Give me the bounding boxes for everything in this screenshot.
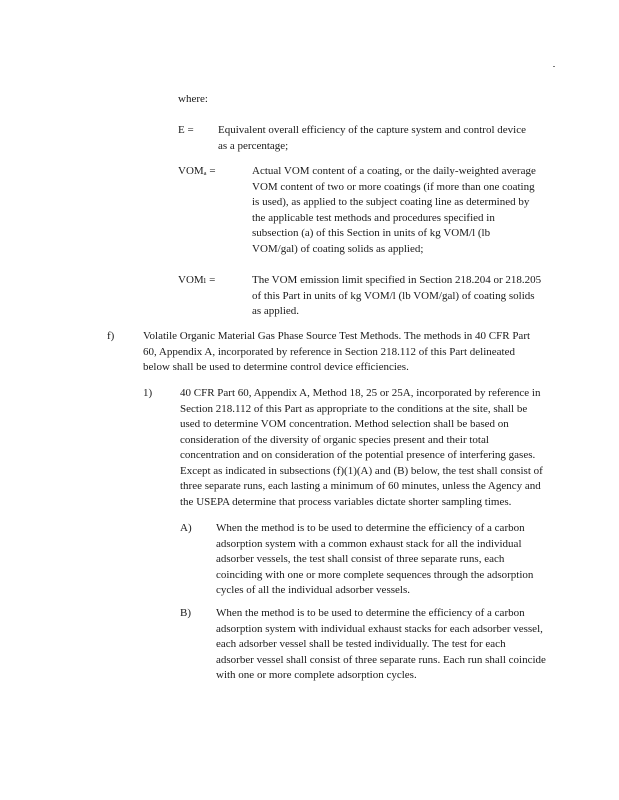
section-text: Volatile Organic Material Gas Phase Source Test Methods. The methods in 40 CFR Part 60, Appendix A, incorporated by reference in Section 218.112 of this Part delineated below shall be used to determine control device efficiencies. (143, 330, 531, 373)
where-label: where: (178, 93, 208, 105)
sub-item-text: When the method is to be used to determine the efficiency of a carbon adsorption system with a common exhaust stack for all the individual adsorber vessels, the test shall consist of three separate runs, each coinciding with one or more complete sequences through the adsorption cycles of all the individual adsorber vessels. (216, 522, 534, 596)
sub-item-label: B) (180, 607, 191, 619)
definition-symbol: VOMₗ = (178, 274, 216, 286)
item-text: 40 CFR Part 60, Appendix A, Method 18, 25 or 25A, incorporated by reference in Section 218.112 of this Part as appropriate to the conditions at the site, shall be used to determine VOM concentration. Method selection shall be based on consideration of the diversity of organic species present and their total concentration and on consideration of the potential presence of interfering gases. Except as indicated in subsections (f)(1)(A) and (B) below, the test shall consist of three separate runs, each lasting a minimum of 60 minutes, unless the Agency and the USEPA determine that process variables dictate shorter sampling times. (180, 387, 543, 508)
section-label: f) (107, 330, 115, 342)
definition-text: The VOM emission limit specified in Section 218.204 or 218.205 of this Part in units of kg VOM/l (lb VOM/gal) of coating solids as applied. (252, 274, 542, 317)
sub-item-text: When the method is to be used to determine the efficiency of a carbon adsorption system with individual exhaust stacks for each adsorber vessel, each adsorber vessel shall be tested individually. The test for each adsorber vessel shall consist of three separate runs. Each run shall coincide with one or more complete adsorption cycles. (216, 607, 546, 681)
definition-text: Actual VOM content of a coating, or the daily-weighted average VOM content of two or more coatings (if more than one coating is used), as applied to the subject coating line as determined by the applicable test methods and procedures specified in subsection (a) of this Section in units of kg VOM/l (lb VOM/gal) of coating solids as applied; (252, 165, 536, 255)
definition-text: Equivalent overall efficiency of the capture system and control device as a percentage; (218, 124, 526, 152)
definition-symbol: VOMₐ = (178, 165, 216, 177)
definition-symbol: E = (178, 124, 194, 136)
item-label: 1) (143, 387, 153, 399)
sub-item-label: A) (180, 522, 192, 534)
scan-speck (553, 66, 555, 67)
